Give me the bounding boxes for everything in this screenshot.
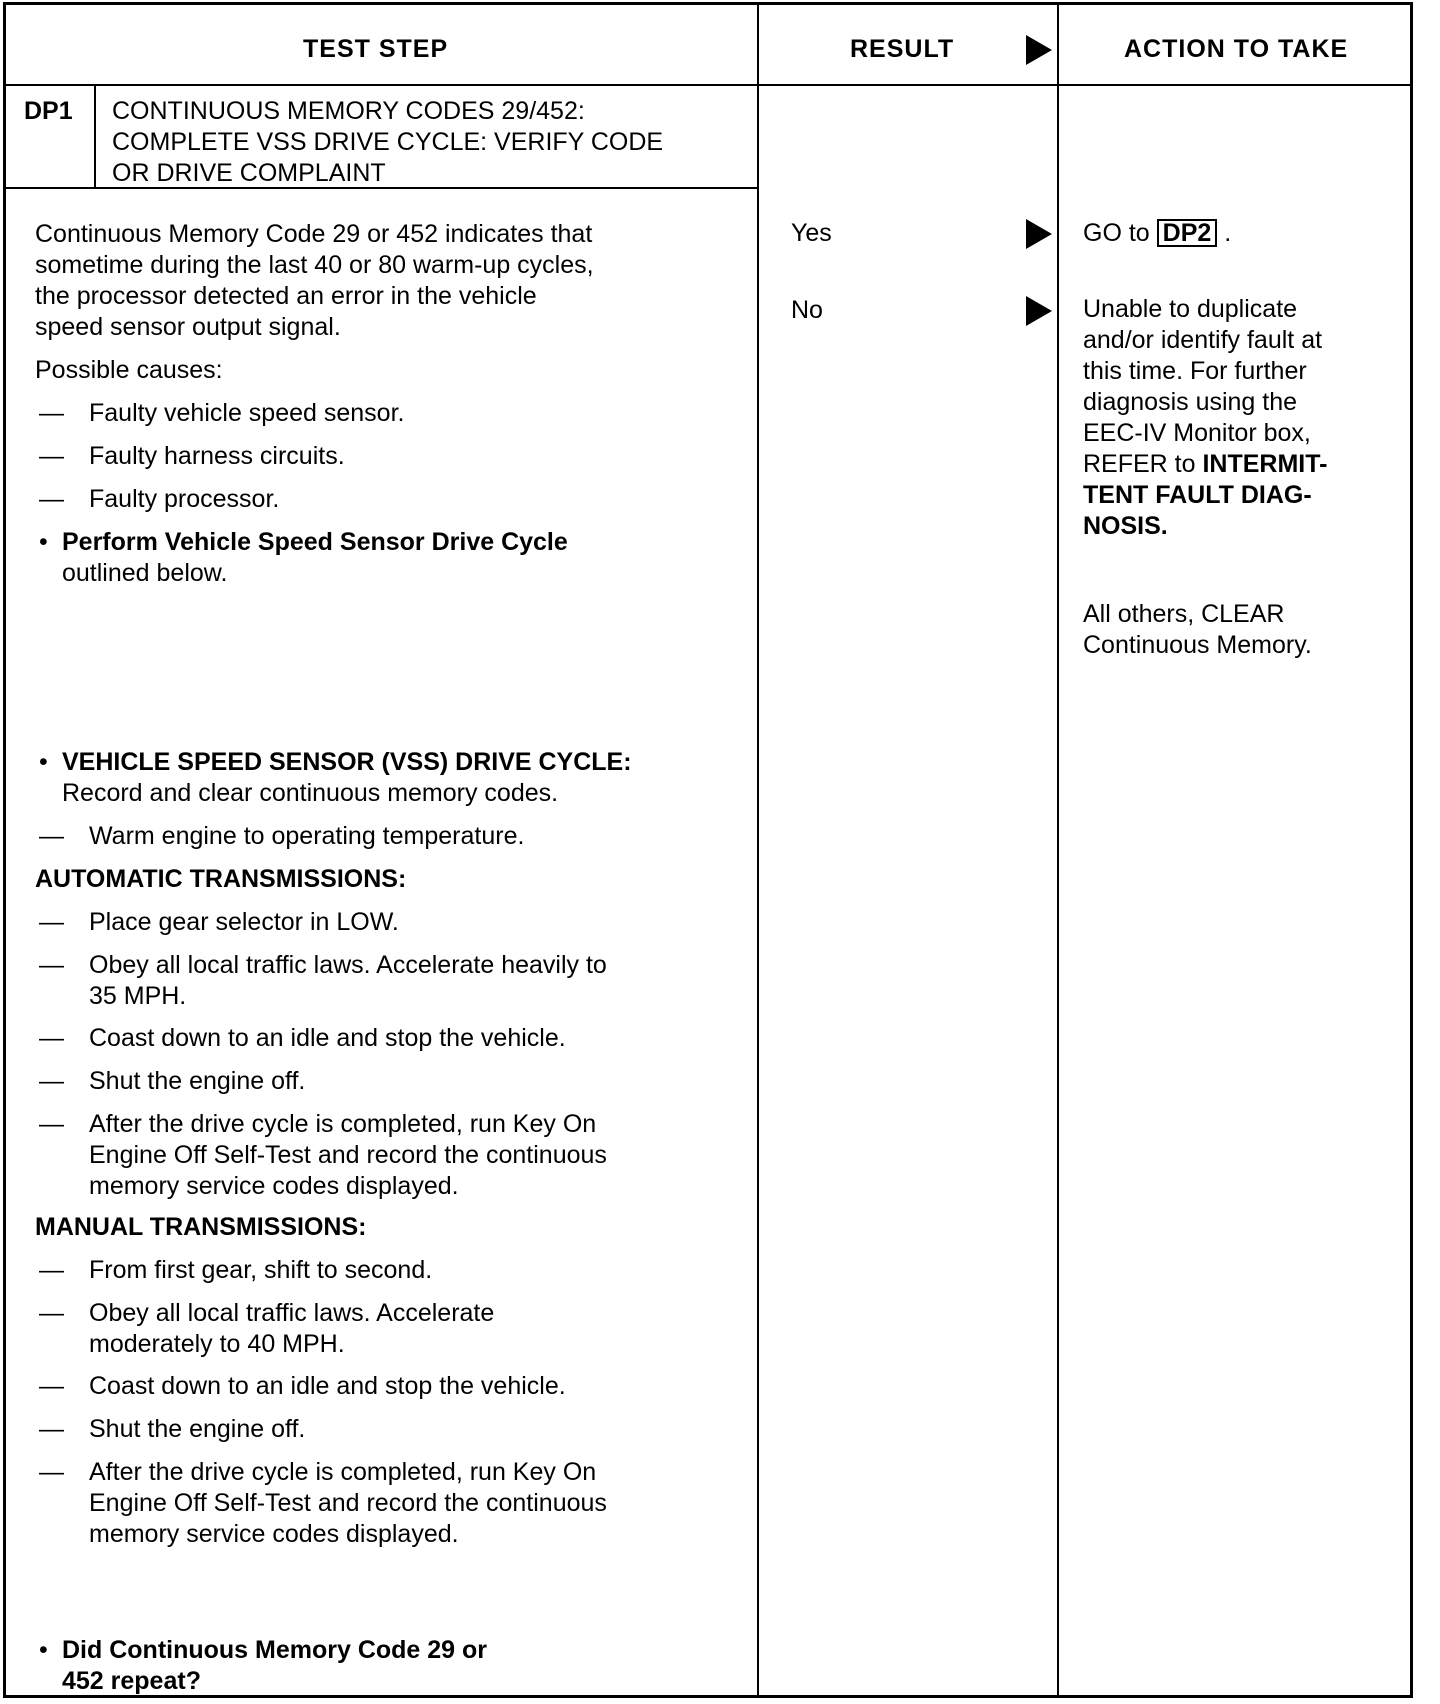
action-header: ACTION TO TAKE (1124, 35, 1349, 63)
manual-heading: MANUAL TRANSMISSIONS: (35, 1213, 367, 1241)
auto-step-line: Engine Off Self-Test and record the continuous (89, 1141, 607, 1169)
intro-line: Continuous Memory Code 29 or 452 indicates that (35, 220, 593, 248)
dash-icon: — (39, 485, 64, 513)
question-line: 452 repeat? (62, 1667, 201, 1695)
cause-item: Faulty processor. (89, 485, 280, 513)
auto-step-line: Shut the engine off. (89, 1067, 306, 1095)
auto-step-line: After the drive cycle is completed, run Key On (89, 1110, 597, 1138)
manual-step-line: Obey all local traffic laws. Accelerate (89, 1299, 495, 1327)
action-no-line: and/or identify fault at (1083, 326, 1323, 354)
step-title-line: CONTINUOUS MEMORY CODES 29/452: (112, 97, 585, 125)
action-no-line: diagnosis using the (1083, 388, 1298, 416)
manual-step-line: memory service codes displayed. (89, 1520, 459, 1548)
column-divider-test-result (757, 5, 759, 1695)
manual-step (89, 1414, 729, 1445)
auto-step-line: memory service codes displayed. (89, 1172, 459, 1200)
diagnostic-table (3, 2, 1413, 1698)
refer-text: REFER to (1083, 450, 1196, 478)
auto-step (89, 1066, 729, 1097)
header-arrow-icon (1026, 35, 1052, 65)
step-id: DP1 (24, 97, 73, 125)
auto-step (89, 950, 729, 1012)
action-no-line: this time. For further (1083, 357, 1307, 385)
bullet-icon: • (39, 1636, 48, 1664)
manual-step (89, 1298, 729, 1360)
action-no-line: Unable to duplicate (1083, 295, 1298, 323)
question-line: Did Continuous Memory Code 29 or (62, 1636, 488, 1664)
perform-bold-line: Perform Vehicle Speed Sensor Drive Cycle (62, 528, 568, 556)
auto-step (89, 1023, 729, 1054)
bullet-icon: • (39, 748, 48, 776)
action-yes-suffix: . (1224, 219, 1232, 247)
dash-icon: — (39, 1256, 64, 1284)
intro-line: speed sensor output signal. (35, 313, 341, 341)
cause-item: Faulty harness circuits. (89, 442, 345, 470)
action-yes-prefix: GO to (1083, 219, 1150, 247)
bullet-icon: • (39, 528, 48, 556)
manual-step-line: Engine Off Self-Test and record the continuous (89, 1489, 607, 1517)
drive-cycle-record: Record and clear continuous memory codes. (62, 779, 559, 807)
auto-step-line: Coast down to an idle and stop the vehicle. (89, 1024, 566, 1052)
intro-line: sometime during the last 40 or 80 warm-up cycles, (35, 251, 594, 279)
dash-icon: — (39, 1458, 64, 1486)
dash-icon: — (39, 1299, 64, 1327)
test-step-header: TEST STEP (303, 35, 449, 63)
action-others-line: All others, CLEAR (1083, 600, 1285, 628)
dash-icon: — (39, 1415, 64, 1443)
auto-step (89, 1109, 729, 1202)
dp2-reference-link[interactable]: DP2 (1157, 219, 1218, 247)
intro-line: the processor detected an error in the vehicle (35, 282, 537, 310)
manual-step-line: Coast down to an idle and stop the vehicle. (89, 1372, 566, 1400)
step-title (112, 96, 752, 189)
dash-icon: — (39, 399, 64, 427)
dash-icon: — (39, 1110, 64, 1138)
step-id-divider (94, 85, 96, 187)
refer-target: INTERMIT- (1202, 450, 1328, 478)
possible-causes-label: Possible causes: (35, 356, 223, 384)
manual-step (89, 1371, 729, 1402)
action-no-refer-line (1083, 449, 1403, 480)
dash-icon: — (39, 951, 64, 979)
auto-step-line: 35 MPH. (89, 982, 187, 1010)
step-title-line: OR DRIVE COMPLAINT (112, 159, 386, 187)
step-title-line: COMPLETE VSS DRIVE CYCLE: VERIFY CODE (112, 128, 664, 156)
warm-step: Warm engine to operating temperature. (89, 822, 525, 850)
dash-icon: — (39, 442, 64, 470)
automatic-heading: AUTOMATIC TRANSMISSIONS: (35, 865, 407, 893)
auto-step-line: Obey all local traffic laws. Accelerate heavily to (89, 951, 607, 979)
drive-cycle-title: VEHICLE SPEED SENSOR (VSS) DRIVE CYCLE: (62, 748, 632, 776)
manual-step-line: Shut the engine off. (89, 1415, 306, 1443)
manual-step-line: From first gear, shift to second. (89, 1256, 433, 1284)
yes-arrow-icon (1026, 219, 1052, 249)
manual-step-line: moderately to 40 MPH. (89, 1330, 345, 1358)
action-yes (1083, 218, 1231, 249)
action-others-line: Continuous Memory. (1083, 631, 1312, 659)
auto-step (89, 907, 729, 938)
dash-icon: — (39, 822, 64, 850)
refer-target-line: TENT FAULT DIAG- (1083, 481, 1312, 509)
result-header: RESULT (850, 35, 955, 63)
dash-icon: — (39, 1067, 64, 1095)
question (62, 1635, 702, 1697)
action-others (1083, 599, 1403, 661)
drive-cycle-intro (62, 747, 702, 809)
action-no (1083, 294, 1403, 542)
intro-paragraph (35, 219, 745, 343)
no-arrow-icon (1026, 296, 1052, 326)
manual-step-line: After the drive cycle is completed, run Key On (89, 1458, 597, 1486)
action-no-line: EEC-IV Monitor box, (1083, 419, 1311, 447)
dash-icon: — (39, 1372, 64, 1400)
manual-step (89, 1457, 729, 1550)
auto-step-line: Place gear selector in LOW. (89, 908, 399, 936)
manual-step (89, 1255, 729, 1286)
dash-icon: — (39, 1024, 64, 1052)
result-yes: Yes (791, 219, 832, 247)
cause-item: Faulty vehicle speed sensor. (89, 399, 405, 427)
refer-target-line: NOSIS. (1083, 512, 1168, 540)
perform-instruction (62, 527, 702, 589)
header-divider (6, 84, 1410, 86)
result-no: No (791, 296, 823, 324)
perform-rest-line: outlined below. (62, 559, 228, 587)
column-divider-result-action (1057, 5, 1059, 1695)
dash-icon: — (39, 908, 64, 936)
